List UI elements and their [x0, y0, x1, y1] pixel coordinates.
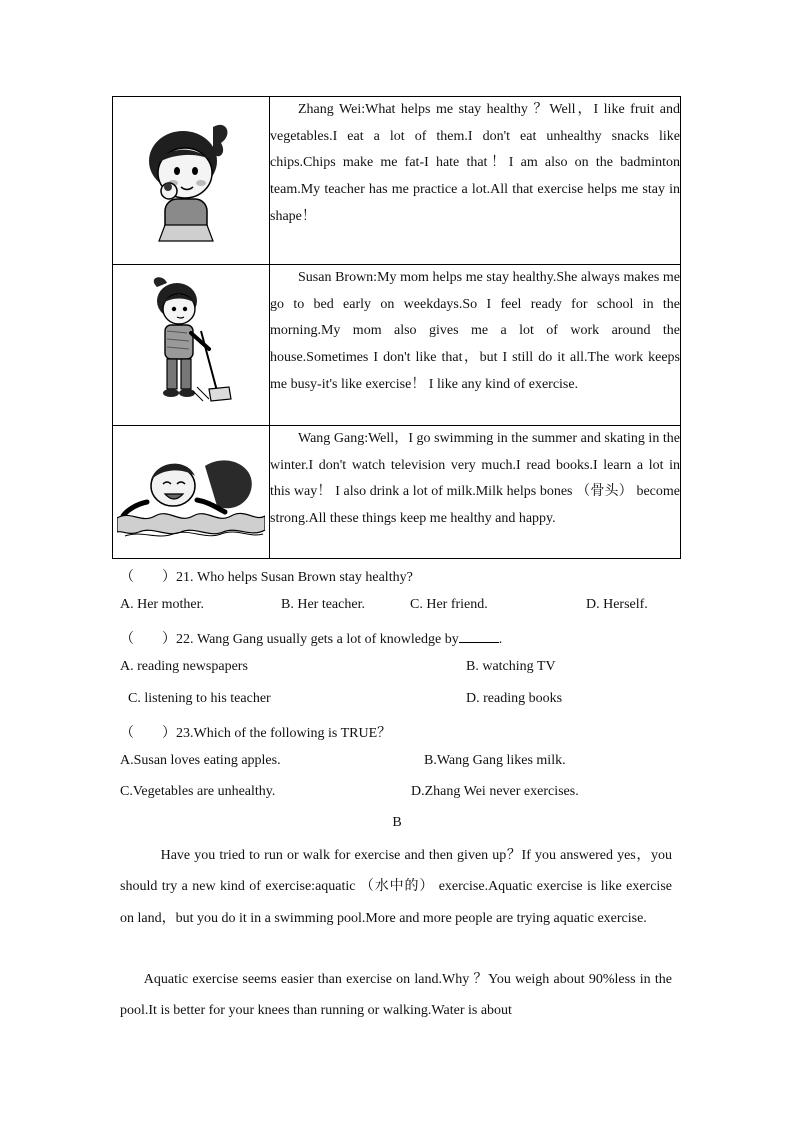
- wang-gang-passage: Wang Gang:Well，I go swimming in the summer and skating in the winter.I don't watch television very much.I read books.I learn a lot in this way！ I also drink a lot of milk.Milk helps bones （骨头） become strong.All these things keep me healthy and happy.: [270, 431, 680, 527]
- table-row: [113, 426, 681, 559]
- question-22-stem: （ ）22. Wang Gang usually gets a lot of knowledge by: [120, 632, 459, 647]
- q22-option-c: C. listening to his teacher: [128, 691, 271, 706]
- zhang-wei-passage: Zhang Wei:What helps me stay healthy ？Well，I like fruit and vegetables.I eat a lot of them.I don't eat unhealthy snacks like chips.Chips make me fat-I hate that！I am also on the badminton team.My teacher has me practice a lot.All that exercise helps me stay in shape！: [270, 102, 680, 224]
- question-22-end: .: [498, 632, 503, 647]
- question-23: （ ）23.Which of the following is TRUE？: [120, 726, 392, 741]
- girl-sweeping-icon: [137, 273, 237, 413]
- q22-option-d: D. reading books: [466, 691, 563, 706]
- text-cell: [270, 426, 681, 559]
- q21-option-a: A. Her mother.: [120, 597, 204, 612]
- q23-option-d: D.Zhang Wei never exercises.: [411, 784, 579, 799]
- section-b-paragraph-1: Have you tried to run or walk for exercise and then given up？If you answered yes，you should try a new kind of exercise:aquatic （水中的） exercise.Aquatic exercise is like exercise on land，but you do it in a swimming pool.More and more people are trying aquatic exercise.: [120, 848, 672, 926]
- susan-brown-passage: Susan Brown:My mom helps me stay healthy.She always makes me go to bed early on weekdays.So I feel ready for school in the morning.My mom also gives me a lot of work around the house.Sometimes I don't like that，but I still do it all.The work keeps me busy-it's like exercise！ I like any kind of exercise.: [270, 270, 680, 392]
- answer-blank: [459, 630, 499, 643]
- q22-option-b: B. watching TV: [466, 659, 556, 674]
- section-b-paragraph-2: Aquatic exercise seems easier than exercise on land.Why ？You weigh about 90%less in the pool.It is better for your knees than running or walking.Water is about: [120, 972, 672, 1019]
- picture-cell: [113, 97, 270, 265]
- q21-option-c: C. Her friend.: [410, 597, 488, 612]
- q21-option-b: B. Her teacher.: [281, 597, 365, 612]
- q23-option-a: A.Susan loves eating apples.: [120, 753, 281, 768]
- q23-option-b: B.Wang Gang likes milk.: [424, 753, 566, 768]
- question-21: （ ）21. Who helps Susan Brown stay healthy?: [120, 570, 413, 585]
- text-cell: [270, 97, 681, 265]
- section-b-heading: B: [392, 815, 402, 830]
- q23-option-c: C.Vegetables are unhealthy.: [120, 784, 276, 799]
- picture-cell: [113, 265, 270, 426]
- q22-option-a: A. reading newspapers: [120, 659, 248, 674]
- boy-swimming-icon: [117, 446, 265, 546]
- question-22: [120, 628, 502, 648]
- girl-eating-icon: [135, 113, 235, 253]
- picture-cell: [113, 426, 270, 559]
- table-row: [113, 265, 681, 426]
- text-cell: [270, 265, 681, 426]
- table-row: [113, 97, 681, 265]
- q21-option-d: D. Herself.: [586, 597, 648, 612]
- reading-table: [112, 96, 681, 559]
